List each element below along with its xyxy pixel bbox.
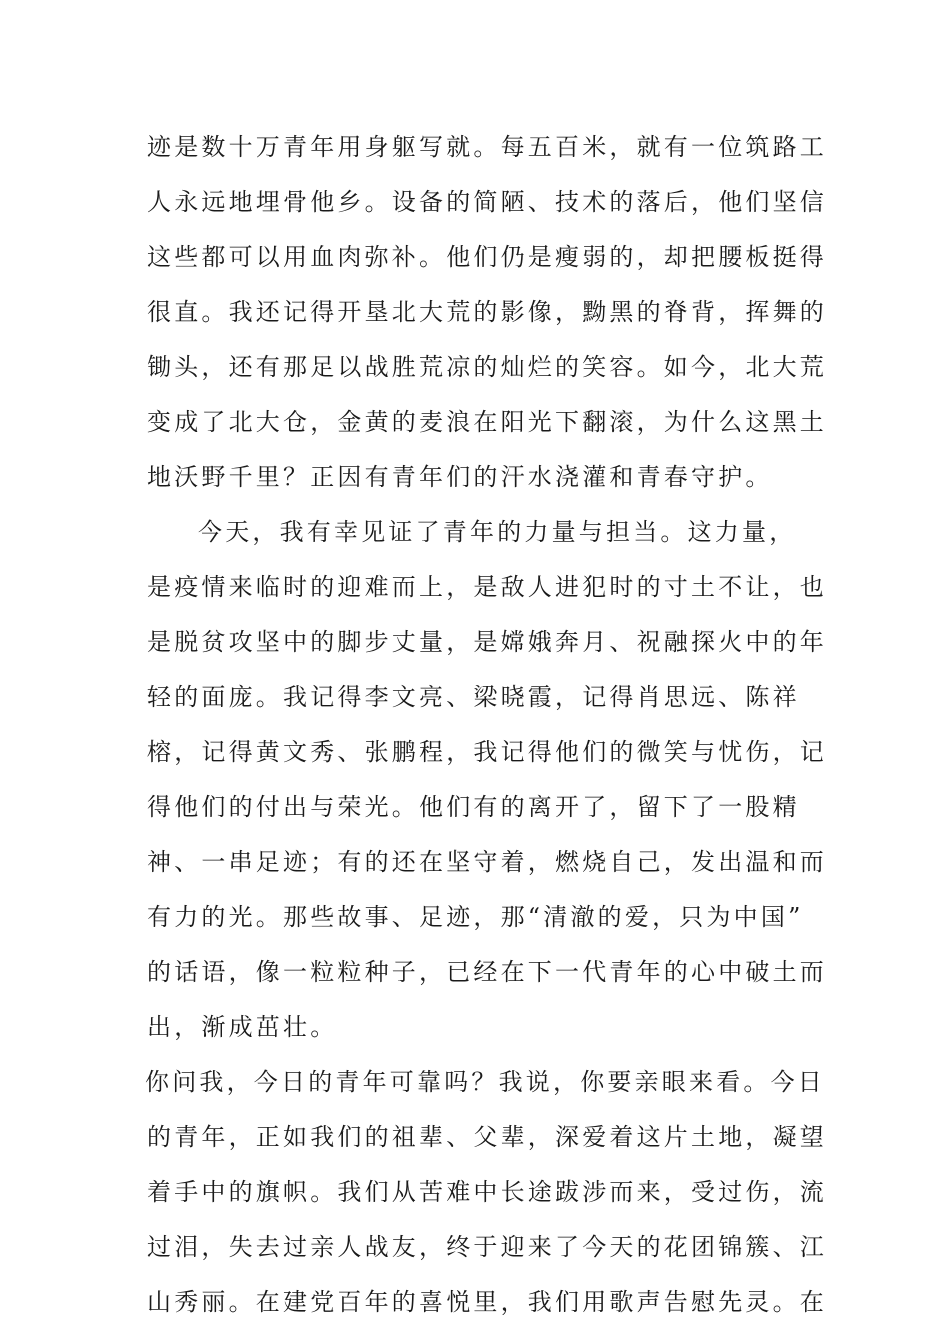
text-line: 的话语，像一粒粒种子，已经在下一代青年的心中破土而 [147,958,827,986]
text-line: 很直。我还记得开垦北大荒的影像，黝黑的脊背，挥舞的 [147,298,827,326]
text-line: 这些都可以用血肉弥补。他们仍是瘦弱的，却把腰板挺得 [147,243,827,271]
text-line: 是脱贫攻坚中的脚步丈量，是嫦娥奔月、祝融探火中的年 [147,628,827,656]
text-line: 是疫情来临时的迎难而上，是敌人进犯时的寸土不让，也 [147,573,827,601]
text-line: 迹是数十万青年用身躯写就。每五百米，就有一位筑路工 [147,133,827,161]
text-line: 得他们的付出与荣光。他们有的离开了，留下了一股精 [147,793,800,821]
text-line: 轻的面庞。我记得李文亮、梁晓霞，记得肖思远、陈祥 [147,683,800,711]
text-line: 人永远地埋骨他乡。设备的简陋、技术的落后，他们坚信 [147,188,827,216]
text-line: 的青年，正如我们的祖辈、父辈，深爱着这片土地，凝望 [147,1123,827,1151]
text-line: 山秀丽。在建党百年的喜悦里，我们用歌声告慰先灵。在 [147,1288,827,1316]
paragraph-start-line: 今天，我有幸见证了青年的力量与担当。这力量， [198,518,797,546]
text-line: 地沃野千里？正因有青年们的汗水浇灌和青春守护。 [147,463,773,491]
text-line: 有力的光。那些故事、足迹，那“清澈的爱，只为中国” [147,903,804,931]
text-line: 变成了北大仓，金黄的麦浪在阳光下翻滚，为什么这黑土 [147,408,827,436]
text-line: 锄头，还有那足以战胜荒凉的灿烂的笑容。如今，北大荒 [147,353,827,381]
text-line: 神、一串足迹；有的还在坚守着，燃烧自己，发出温和而 [147,848,827,876]
paragraph-start-line: 你问我，今日的青年可靠吗？我说，你要亲眼来看。今日 [145,1068,825,1096]
text-line: 过泪，失去过亲人战友，终于迎来了今天的花团锦簇、江 [147,1233,827,1261]
text-line: 着手中的旗帜。我们从苦难中长途跋涉而来，受过伤，流 [147,1178,827,1206]
text-line: 出，渐成茁壮。 [147,1013,338,1041]
text-line: 榕，记得黄文秀、张鹏程，我记得他们的微笑与忧伤，记 [147,738,827,766]
